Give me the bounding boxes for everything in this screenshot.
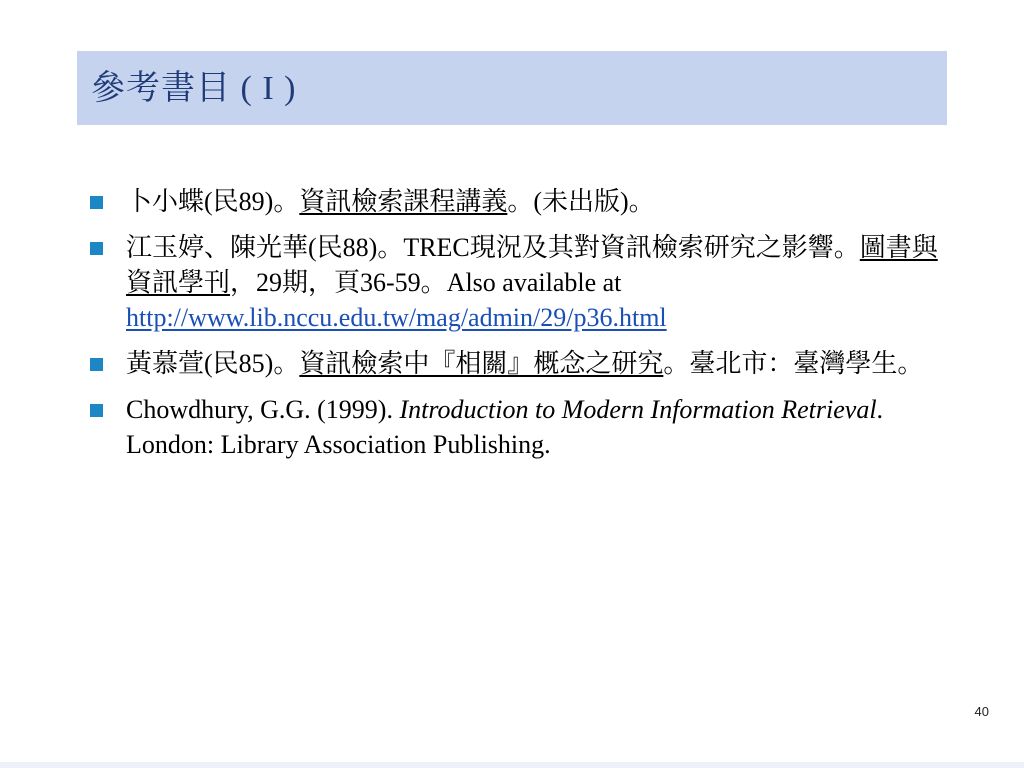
reference-text (126, 346, 947, 381)
reference-publication-info: 。(未出版)。 (507, 187, 655, 216)
square-bullet-icon (90, 358, 103, 371)
reference-citation: Chowdhury, G.G. (1999). (126, 395, 400, 424)
reference-title: 資訊檢索課程講義 (299, 187, 508, 216)
reference-citation: 江玉婷、陳光華(民88)。TREC現況及其對資訊檢索研究之影響。 (126, 233, 860, 262)
reference-citation: 黃慕萱(民85)。 (126, 349, 300, 378)
reference-journal: 圖書與資訊學刊 (126, 233, 938, 297)
reference-title: 資訊檢索中『相關』概念之研究 (299, 349, 664, 378)
reference-publication-info: . London: Library Association Publishing. (126, 395, 884, 459)
reference-item (87, 230, 947, 335)
square-bullet-icon (90, 196, 103, 209)
reference-item (87, 346, 947, 381)
reference-item (87, 392, 947, 462)
reference-book-title: Introduction to Modern Information Retrieval (399, 395, 877, 424)
reference-url-link[interactable]: http://www.lib.nccu.edu.tw/mag/admin/29/p36.html (126, 303, 667, 332)
slide-title: 參考書目 ( I ) (91, 70, 297, 107)
title-bar (77, 51, 947, 125)
reference-item (87, 184, 947, 219)
square-bullet-icon (90, 404, 103, 417)
reference-text (126, 230, 947, 335)
reference-citation: 卜小蝶(民89)。 (126, 187, 300, 216)
bottom-bar (0, 762, 1024, 768)
reference-text (126, 184, 947, 219)
reference-publication-info: 。臺北市：臺灣學生。 (663, 349, 924, 378)
page-number: 40 (974, 704, 989, 719)
reference-text (126, 392, 947, 462)
square-bullet-icon (90, 242, 103, 255)
reference-list (87, 184, 947, 473)
reference-publication-info: ，29期，頁36-59。Also available at (230, 268, 622, 297)
